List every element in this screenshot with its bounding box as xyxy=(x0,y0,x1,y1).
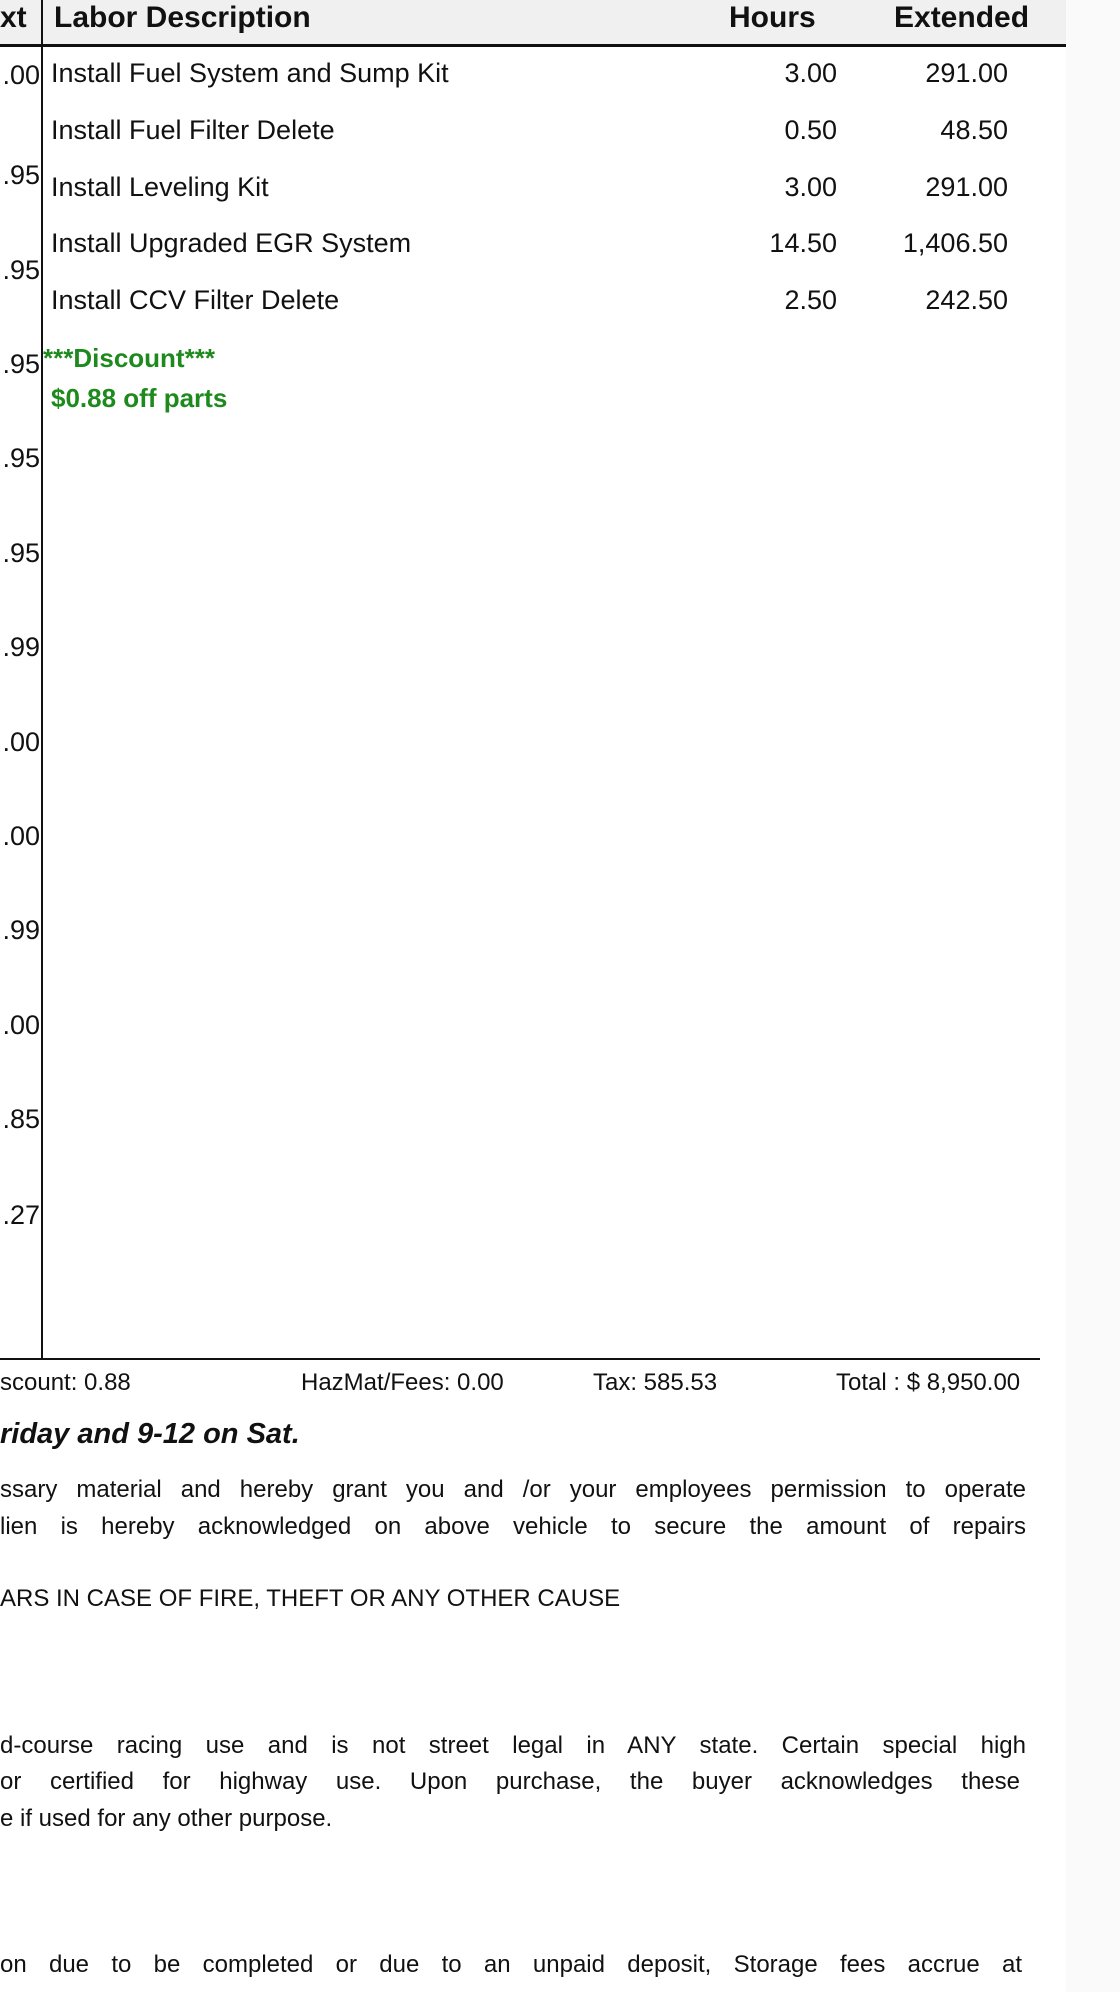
business-hours-note: riday and 9-12 on Sat. xyxy=(0,1418,300,1450)
labor-hours: 0.50 xyxy=(784,115,837,145)
column-divider xyxy=(41,0,43,1360)
left-value: .00 xyxy=(2,821,40,851)
labor-extended: 242.50 xyxy=(925,285,1008,315)
discount-title: ***Discount*** xyxy=(43,343,215,373)
ext-column-header: xt xyxy=(0,1,27,34)
left-value: .95 xyxy=(2,443,40,473)
labor-description: Install Fuel System and Sump Kit xyxy=(51,58,449,88)
labor-extended: 48.50 xyxy=(940,115,1008,145)
table-bottom-rule xyxy=(0,1358,1040,1360)
labor-description: Install CCV Filter Delete xyxy=(51,285,340,315)
labor-extended: 1,406.50 xyxy=(902,228,1008,258)
storage-fees-line: on due to be completed or due to an unpaid deposit, Storage fees accrue at xyxy=(0,1951,1022,1978)
left-value: .27 xyxy=(2,1200,40,1230)
labor-description-header: Labor Description xyxy=(54,1,311,34)
left-value: .95 xyxy=(2,160,40,190)
left-value: .00 xyxy=(2,727,40,757)
hours-header: Hours xyxy=(729,1,816,34)
tax-total: Tax: 585.53 xyxy=(593,1369,718,1396)
hazmat-fees: HazMat/Fees: 0.00 xyxy=(301,1369,504,1396)
discount-total: scount: 0.88 xyxy=(0,1369,131,1396)
labor-extended: 291.00 xyxy=(925,58,1008,88)
discount-detail: $0.88 off parts xyxy=(51,383,228,413)
grand-total: Total : $ 8,950.00 xyxy=(836,1369,1021,1396)
left-value: .00 xyxy=(2,1010,40,1040)
page-margin xyxy=(1066,0,1120,1992)
labor-hours: 3.00 xyxy=(784,172,837,202)
extended-header: Extended xyxy=(894,1,1030,34)
racing-disclaimer-line: e if used for any other purpose. xyxy=(0,1805,333,1832)
left-value: .99 xyxy=(2,915,40,945)
labor-hours: 3.00 xyxy=(784,58,837,88)
left-value: .99 xyxy=(2,632,40,662)
lien-line: lien is hereby acknowledged on above vehicle to secure the amount of repairs xyxy=(0,1513,1026,1540)
fire-clause: ARS IN CASE OF FIRE, THEFT OR ANY OTHER CAUSE xyxy=(0,1585,621,1612)
labor-hours: 2.50 xyxy=(784,285,837,315)
racing-disclaimer-line: or certified for highway use. Upon purchase, the buyer acknowledges these xyxy=(0,1768,1020,1795)
left-value: .00 xyxy=(2,60,40,90)
labor-description: Install Fuel Filter Delete xyxy=(51,115,335,145)
labor-description: Install Leveling Kit xyxy=(51,172,269,202)
authorization-line: ssary material and hereby grant you and /or your employees permission to operate xyxy=(0,1476,1026,1503)
labor-extended: 291.00 xyxy=(925,172,1008,202)
racing-disclaimer-line: d-course racing use and is not street legal in ANY state. Certain special high xyxy=(0,1732,1026,1759)
labor-description: Install Upgraded EGR System xyxy=(51,228,412,258)
left-value: .95 xyxy=(2,349,40,379)
labor-hours: 14.50 xyxy=(769,228,837,258)
left-value: .95 xyxy=(2,538,40,568)
left-value: .95 xyxy=(2,255,40,285)
header-divider xyxy=(0,44,1066,47)
left-value: .85 xyxy=(2,1104,40,1134)
